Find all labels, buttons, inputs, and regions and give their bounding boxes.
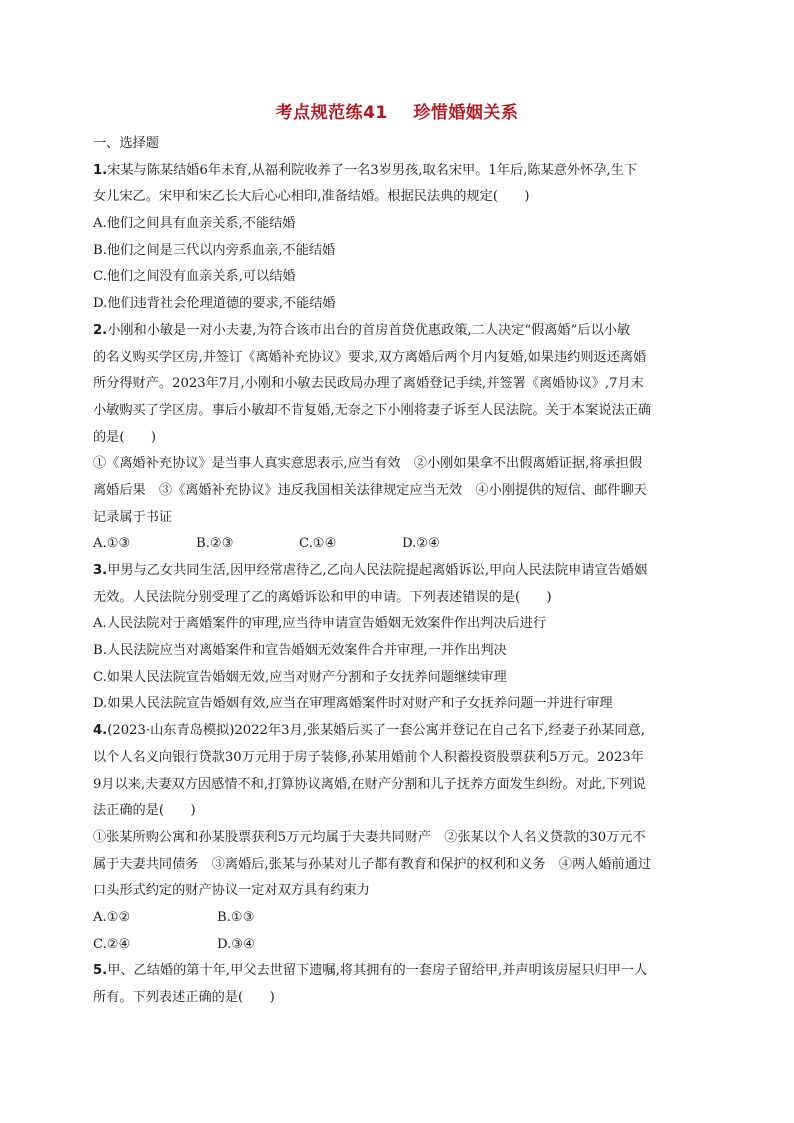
q1-option-b: B.他们之间是三代以内旁系血亲,不能结婚: [93, 242, 336, 258]
q2-stem-line: 的名义购买学区房,并签订《离婚补充协议》要求,双方离婚后两个月内复婚,如果违约则返还离婚: [93, 349, 647, 365]
q2-option-a: A.①③: [93, 536, 131, 552]
q3-option-c: C.如果人民法院宣告婚姻无效,应当对财产分割和子女抚养问题继续审理: [93, 669, 507, 685]
q2-options: [93, 531, 701, 558]
q4-stem-line: 以个人名义向银行贷款30万元用于房子装修,孙某用婚前个人积蓄投资股票获利5万元。2023年: [93, 749, 644, 765]
q4-statement-line: ①张某所购公寓和孙某股票获利5万元均属于夫妻共同财产 ②张某以个人名义贷款的30万元不: [93, 829, 646, 845]
page-title: 考点规范练41 珍惜婚姻关系: [275, 103, 519, 123]
q2-statement-line: ①《离婚补充协议》是当事人真实意思表示,应当有效 ②小刚如果拿不出假离婚证据,将承担假: [93, 456, 643, 472]
q2-statement-line: 离婚后果 ③《离婚补充协议》违反我国相关法律规定应当无效 ④小刚提供的短信、邮件聊天: [93, 482, 647, 498]
q5-number: 5.: [93, 963, 108, 979]
q1-option-c: C.他们之间没有血亲关系,可以结婚: [93, 269, 296, 285]
q3-stem-line: 3.甲男与乙女共同生活,因甲经常虐待乙,乙向人民法院提起离婚诉讼,甲向人民法院申请宣告婚姻: [93, 563, 648, 578]
section-heading: 一、选择题: [93, 136, 159, 151]
q4-stem-line: 4.(2023·山东青岛模拟)2022年3月,张某婚后买了一套公寓并登记在自己名下,经妻子孙某同意,: [93, 723, 645, 739]
q3-option-b: B.人民法院应当对离婚案件和宣告婚姻无效案件合并审理,一并作出判决: [93, 643, 507, 659]
q1-stem-line: 女儿宋乙。宋甲和宋乙长大后心心相印,准备结婚。根据民法典的规定( ): [93, 189, 530, 205]
q2-statement-line: 记录属于书证: [93, 509, 173, 525]
q5-stem-line: 所有。下列表述正确的是( ): [93, 990, 275, 1005]
q2-option-b: B.②③: [196, 536, 234, 552]
q2-stem-line: 的是( ): [93, 429, 157, 445]
q4-stem-line: 9月以来,夫妻双方因感情不和,打算协议离婚,在财产分割和儿子抚养方面发生纠纷。对此,下列说: [93, 776, 646, 792]
question-list: [93, 131, 701, 1012]
q4-statement-line: 属于夫妻共同债务 ③离婚后,张某与孙某对儿子都有教育和保护的权利和义务 ④两人婚前通过: [93, 856, 652, 872]
q2-stem-line: 2.小刚和小敏是一对小夫妻,为符合该市出台的首房首贷优惠政策,二人决定“假离婚”后以小敏: [93, 322, 631, 338]
q4-options-row: [93, 905, 701, 932]
q4-option-b: B.①③: [217, 909, 255, 925]
q4-option-c: C.②④: [93, 936, 131, 952]
q3-option-d: D.如果人民法院宣告婚姻有效,应当在审理离婚案件时对财产和子女抚养问题一并进行审理: [93, 696, 613, 712]
q3-number: 3.: [93, 563, 108, 578]
q4-options-row: [93, 932, 701, 959]
q2-option-c: C.①④: [299, 536, 337, 552]
q4-statement-line: 口头形式约定的财产协议一定对双方具有约束力: [93, 883, 370, 899]
q1-option-d: D.他们违背社会伦理道德的要求,不能结婚: [93, 296, 336, 312]
q4-source: (2023·山东青岛模拟): [107, 723, 235, 739]
q4-option-d: D.③④: [217, 936, 255, 952]
q4-option-a: A.①②: [93, 909, 131, 925]
q2-stem-line: 所分得财产。2023年7月,小刚和小敏去民政局办理了离婚登记手续,并签署《离婚协议》,7月末: [93, 376, 644, 392]
q4-stem-line: 法正确的是( ): [93, 803, 196, 819]
q1-stem-line: 1.宋某与陈某结婚6年未育,从福利院收养了一名3岁男孩,取名宋甲。1年后,陈某意外怀孕,生下: [93, 162, 638, 178]
q2-number: 2.: [93, 322, 108, 338]
q1-number: 1.: [93, 162, 108, 178]
q2-stem-line: 小敏购买了学区房。事后小敏却不肯复婚,无奈之下小刚将妻子诉至人民法院。关于本案说法正确: [93, 402, 652, 418]
q3-stem-line: 无效。人民法院分别受理了乙的离婚诉讼和甲的申请。下列表述错误的是( ): [93, 589, 552, 605]
q4-number: 4.: [93, 723, 108, 739]
q5-stem-line: 5.甲、乙结婚的第十年,甲父去世留下遗嘱,将其拥有的一套房子留给甲,并声明该房屋只归甲一人: [93, 963, 648, 979]
q1-option-a: A.他们之间具有血亲关系,不能结婚: [93, 216, 296, 232]
q2-option-d: D.②④: [402, 536, 440, 552]
q3-option-a: A.人民法院对于离婚案件的审理,应当待申请宣告婚姻无效案件作出判决后进行: [93, 616, 547, 632]
